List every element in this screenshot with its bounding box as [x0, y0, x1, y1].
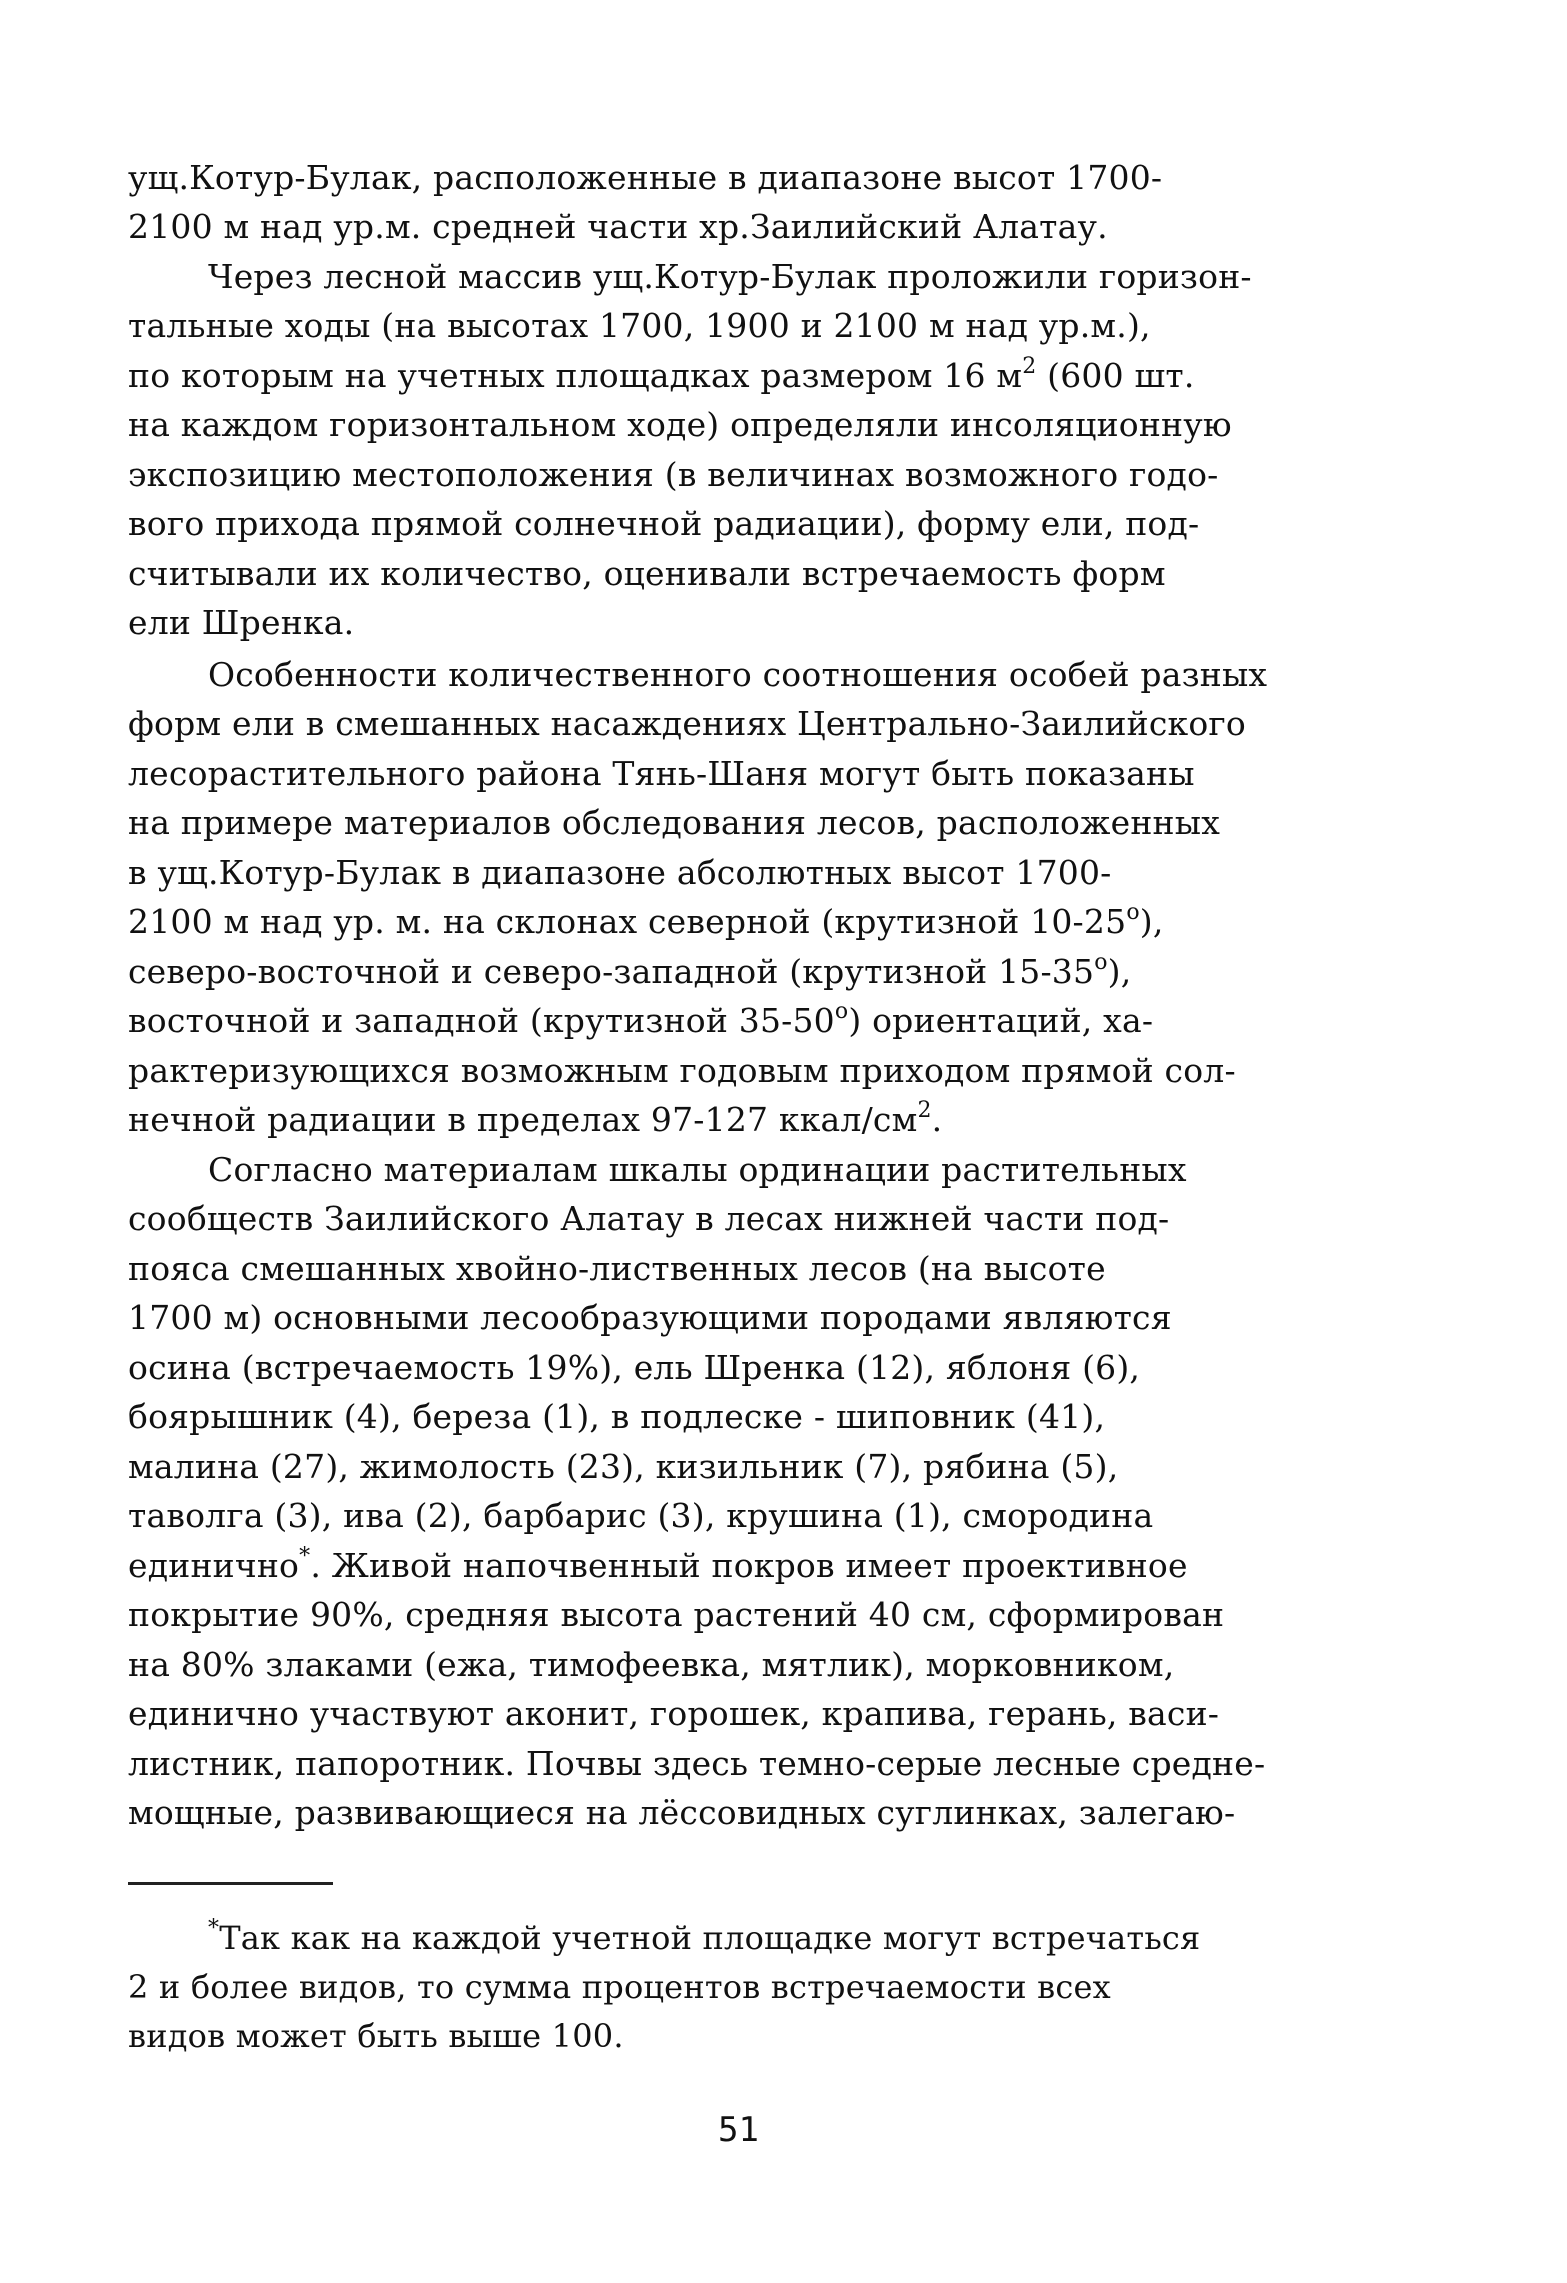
text-line: лесорастительного района Тянь-Шаня могут быть показаны: [128, 754, 1195, 793]
text-line: 1700 м) основными лесообразующими породами являются: [128, 1298, 1172, 1337]
superscript: 2: [1022, 354, 1037, 379]
page-number: 51: [718, 2110, 759, 2150]
degree-sign: o: [1126, 900, 1140, 925]
text-segment: ),: [1107, 952, 1132, 991]
text-line: считывали их количество, оценивали встречаемость форм: [128, 554, 1166, 593]
footnote-line: видов может быть выше 100.: [128, 2017, 624, 2055]
text-line: в ущ.Котур-Булак в диапазоне абсолютных высот 1700-: [128, 853, 1112, 892]
superscript: 2: [917, 1098, 932, 1123]
text-segment: единично: [128, 1546, 300, 1585]
footnote-mark: *: [299, 1544, 311, 1569]
text-line: покрытие 90%, средняя высота растений 40 см, сформирован: [128, 1595, 1225, 1634]
text-segment: Так как на каждой учетной площадке могут встречаться: [219, 1919, 1201, 1957]
degree-sign: o: [834, 999, 849, 1024]
text-segment: ) ориентаций, ха-: [848, 1001, 1154, 1040]
text-line: [128, 356, 1468, 396]
text-segment: .: [931, 1100, 943, 1139]
paragraph-start: Через лесной массив ущ.Котур-Булак проложили горизон-: [208, 257, 1252, 296]
text-line: форм ели в смешанных насаждениях Центрально-Заилийского: [128, 704, 1246, 743]
paragraph-start: Особенности количественного соотношения особей разных: [208, 655, 1268, 694]
text-line: рактеризующихся возможным годовым приходом прямой сол-: [128, 1051, 1236, 1090]
text-segment: 2100 м над ур. м. на склонах северной (крутизной 10-25: [128, 902, 1127, 941]
text-line: экспозицию местоположения (в величинах возможного годо-: [128, 455, 1219, 494]
paragraph-start: Согласно материалам шкалы ординации растительных: [208, 1150, 1187, 1189]
text-line: ущ.Котур-Булак, расположенные в диапазоне высот 1700-: [128, 158, 1163, 197]
text-line: единично участвуют аконит, горошек, крапива, герань, васи-: [128, 1694, 1220, 1733]
text-line: листник, папоротник. Почвы здесь темно-серые лесные средне-: [128, 1744, 1266, 1783]
text-line: на 80% злаками (ежа, тимофеевка, мятлик), морковником,: [128, 1645, 1175, 1684]
text-line: [128, 1546, 1468, 1586]
degree-sign: o: [1094, 950, 1108, 975]
footnote-divider: [128, 1882, 333, 1885]
text-segment: ),: [1139, 902, 1164, 941]
text-segment: северо-восточной и северо-западной (крутизной 15-35: [128, 952, 1095, 991]
text-line: [128, 902, 1468, 942]
text-line: малина (27), жимолость (23), кизильник (7), рябина (5),: [128, 1447, 1119, 1486]
text-segment: . Живой напочвенный покров имеет проективное: [310, 1546, 1188, 1585]
text-line: осина (встречаемость 19%), ель Шренка (12), яблоня (6),: [128, 1348, 1141, 1387]
text-line: 2100 м над ур.м. средней части хр.Заилийский Алатау.: [128, 207, 1108, 246]
text-line: мощные, развивающиеся на лёссовидных суглинках, залегаю-: [128, 1793, 1236, 1832]
text-line: ели Шренка.: [128, 603, 355, 642]
text-line: сообществ Заилийского Алатау в лесах нижней части под-: [128, 1199, 1170, 1238]
text-line: [128, 1001, 1468, 1041]
text-line: [128, 952, 1468, 992]
text-line: боярышник (4), береза (1), в подлеске - шиповник (41),: [128, 1397, 1106, 1436]
text-segment: нечной радиации в пределах 97-127 ккал/см: [128, 1100, 918, 1139]
footnote-line: [208, 1918, 1548, 1958]
text-line: пояса смешанных хвойно-лиственных лесов (на высоте: [128, 1249, 1106, 1288]
text-line: вого прихода прямой солнечной радиации), форму ели, под-: [128, 504, 1200, 543]
text-line: на примере материалов обследования лесов, расположенных: [128, 803, 1221, 842]
text-segment: восточной и западной (крутизной 35-50: [128, 1001, 835, 1040]
text-line: тальные ходы (на высотах 1700, 1900 и 2100 м над ур.м.),: [128, 306, 1151, 345]
text-line: [128, 1100, 1468, 1140]
text-segment: (600 шт.: [1036, 356, 1195, 395]
text-line: таволга (3), ива (2), барбарис (3), крушина (1), смородина: [128, 1496, 1154, 1535]
text-line: на каждом горизонтальном ходе) определяли инсоляционную: [128, 405, 1232, 444]
text-segment: по которым на учетных площадках размером 16 м: [128, 356, 1023, 395]
footnote-line: 2 и более видов, то сумма процентов встречаемости всех: [128, 1968, 1111, 2006]
footnote-mark: *: [208, 1916, 220, 1941]
